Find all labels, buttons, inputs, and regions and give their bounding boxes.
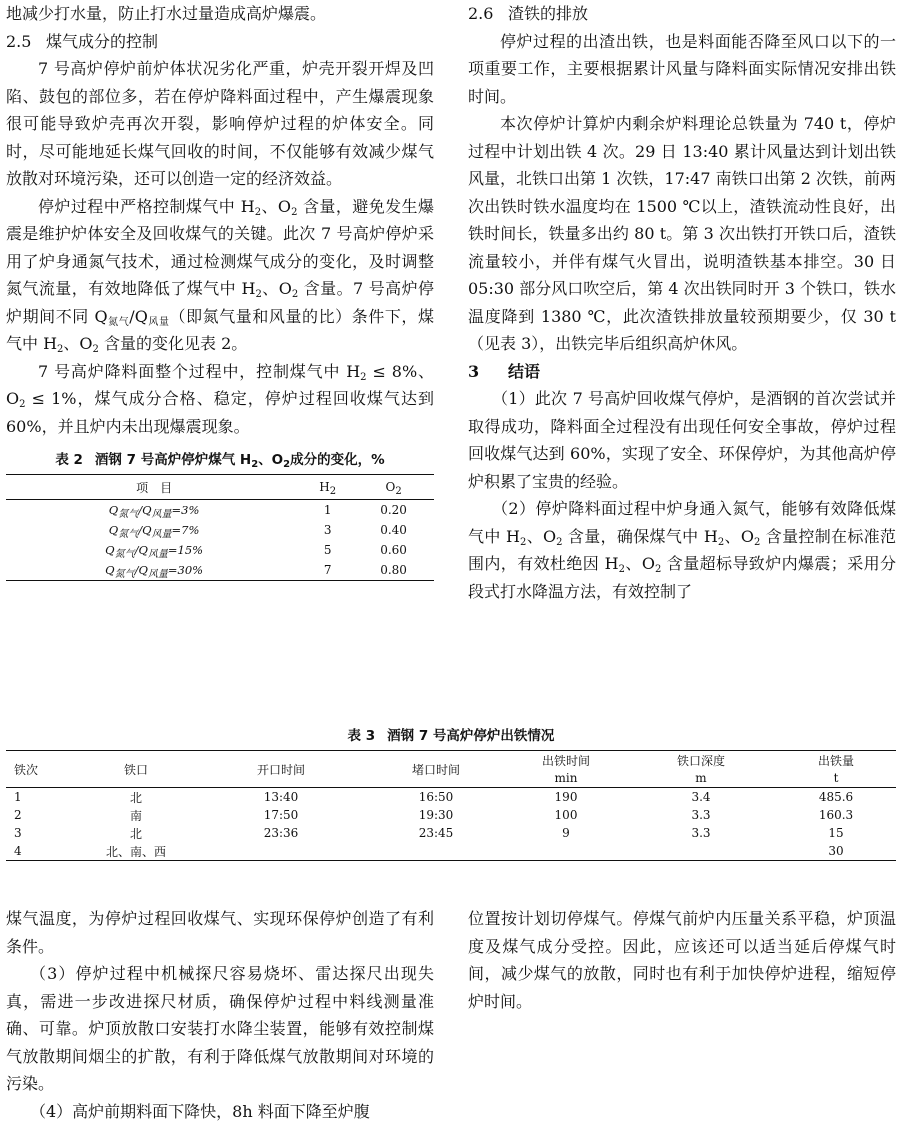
table-row: [6, 806, 896, 824]
t3-cell: 190: [554, 790, 578, 804]
t2-h2-cell: 3: [323, 523, 332, 537]
t3-unit-min: min: [554, 771, 578, 785]
t3-cell: 15: [828, 826, 844, 840]
t3-unit-m: m: [695, 771, 707, 785]
t3-cell: 485.6: [818, 790, 854, 804]
t3-cell: 北: [129, 790, 142, 805]
paragraph-gas-control: 停炉过程中严格控制煤气中 $H_2$、$O_2$ 含量，避免发生爆震是维护炉体安全及回收煤气的关键。此次 7 号高炉停炉采用了炉身通氮气技术，通过检测煤气成分的变化，及时调整氮气流量，有效地降低了煤气中 $H_2$、$O_2$ 含量。7 号高炉停炉期间不同 $Q_{氮气}/Q_{风量}$（即氮气量和风量的比）条件下，煤气中 $H_2$、$O_2$ 含量的变化见表 2。: [6, 196, 435, 355]
t3-cell: 2: [14, 808, 22, 822]
section-heading-2-5: 2.5 煤气成分的控制: [6, 31, 159, 51]
left-column-top: [6, 0, 434, 581]
t3-cell: 3.4: [691, 790, 711, 804]
conclusion-1: （1）此次 7 号高炉回收煤气停炉，是酒钢的首次尝试并取得成功，降料面全过程没有出现任何安全事故，停炉过程回收煤气达到 60%，实现了安全、环保停炉，为其他高炉停炉积累了宝贵的经验。: [468, 389, 896, 491]
paragraph-continued-3: 位置按计划切停煤气。停煤气前炉内压量关系平稳，炉顶温度及煤气成分受控。因此，应该还可以适当延后停煤气时间，减少煤气的放散，同时也有利于加快停炉进程，缩短停炉时间。: [468, 909, 896, 1011]
table-row: [6, 540, 434, 560]
t3-header-no: 铁次: [14, 762, 39, 777]
table-row: [6, 520, 434, 540]
paragraph-tapping-intro: 停炉过程的出渣出铁，也是料面能否降至风口以下的一项重要工作，主要根据累计风量与降料面实际情况安排出铁时间。: [468, 31, 896, 106]
t3-cell: 3.3: [691, 808, 711, 822]
t3-header-taphole: 铁口: [123, 762, 148, 777]
t2-h2-cell: 7: [323, 563, 332, 577]
table-row: [6, 788, 896, 807]
t3-cell: 南: [129, 808, 142, 823]
t3-header-amount: 出铁量: [817, 753, 854, 768]
t3-unit-t: t: [833, 771, 839, 785]
conclusion-3: （3）停炉过程中机械探尺容易烧坏、雷达探尺出现失真，需进一步改进探尺材质，确保停炉过程中料线测量准确、可靠。炉顶放散口安装打水降尘装置，能够有效控制煤气放散期间烟尘的扩散，有利于降低煤气放散期间对环境的污染。: [6, 964, 434, 1093]
t2-h2-cell: 5: [323, 543, 332, 557]
t2-o2-cell: 0.80: [380, 563, 407, 577]
table-row: [6, 560, 434, 581]
t3-cell: 160.3: [818, 808, 854, 822]
paragraph-furnace-condition: 7 号高炉停炉前炉体状况劣化严重，炉壳开裂开焊及凹陷、鼓包的部位多，若在停炉降料面过程中，产生爆震现象很可能导致炉壳再次开裂，影响停炉过程的炉体安全。同时，尽可能地延长煤气回收的时间，不仅能够有效减少煤气放散对环境污染，还可以创造一定的经济效益。: [6, 59, 434, 188]
t3-cell: 4: [14, 844, 22, 858]
t3-cell: 23:45: [418, 826, 454, 840]
t2-h2-cell: 1: [323, 503, 332, 517]
paragraph-tapping-detail: 本次停炉计算炉内剩余炉料理论总铁量为 740 t，停炉过程中计划出铁 4 次。29 日 13:40 累计风量达到计划出铁风量，北铁口出第 1 次铁，17:47 南铁口出第 2 次铁，前两次出铁时铁水温度均在 1500 ℃以上，渣铁流动性良好，出铁时间长，铁量多出约 80 t。第 3 次出铁打开铁口后，渣铁流量较小，并伴有煤气火冒出，说明渣铁基本排空。30 日 05:30 部分风口吹空后，第 4 次出铁同时开 3 个铁口，铁水温度降到 1380 ℃，此次渣铁排放量较预期要少，仅 30 t（见表 3），出铁完毕后组织高炉休风。: [468, 114, 896, 353]
table-row: [6, 842, 896, 861]
t3-cell: [196, 842, 366, 861]
table-row: [6, 824, 896, 842]
t3-cell: 9: [562, 826, 570, 840]
t3-cell: 16:50: [418, 790, 454, 804]
t3-cell: 3.3: [691, 826, 711, 840]
table2-gas-composition: [6, 474, 434, 581]
table-row: [6, 500, 434, 521]
paragraph-gas-result: 7 号高炉降料面整个过程中，控制煤气中 $H_2 \le 8\%$、$O_2 \le 1\%$，煤气成分合格、稳定，停炉过程回收煤气达到 60%，并且炉内未出现爆震现象。: [6, 361, 434, 436]
t3-cell: 13:40: [263, 790, 299, 804]
t3-cell: 19:30: [418, 808, 454, 822]
section-heading-3: 3 结语: [468, 361, 541, 381]
table3-section: [6, 716, 896, 861]
t2-o2-cell: 0.40: [380, 523, 407, 537]
t3-header-open-time: 开口时间: [256, 762, 305, 777]
t3-cell: 北、南、西: [105, 844, 166, 859]
t2-header-o2: $O_2$: [385, 480, 402, 497]
conclusion-4: （4）高炉前期料面下降快，8h 料面下降至炉腹: [30, 1101, 370, 1121]
t3-header-close-time: 堵口时间: [411, 762, 460, 777]
t3-cell: 北: [129, 826, 142, 841]
t3-cell: 23:36: [263, 826, 299, 840]
t3-cell: 30: [828, 844, 844, 858]
t3-cell: 17:50: [263, 808, 299, 822]
t3-cell: [366, 842, 506, 861]
right-column-top: [468, 0, 896, 605]
t2-header-item: 项 目: [136, 480, 173, 495]
t3-cell: 1: [14, 790, 22, 804]
table2-caption: 表 2 酒钢 7 号高炉停炉煤气 $H_2$、$O_2$成分的变化，%: [55, 452, 385, 470]
t3-header-duration: 出铁时间: [541, 753, 590, 768]
table3-caption: 表 3 酒钢 7 号高炉停炉出铁情况: [347, 728, 555, 744]
section-heading-2-6: 2.6 渣铁的排放: [468, 4, 589, 23]
t3-cell: 3: [14, 826, 22, 840]
left-column-bottom: [6, 905, 434, 1125]
table3-tapping: [6, 750, 896, 861]
paragraph-continued: 地减少打水量，防止打水过量造成高炉爆震。: [6, 4, 327, 23]
paragraph-continued-2: 煤气温度，为停炉过程回收煤气、实现环保停炉创造了有利条件。: [6, 909, 434, 956]
t2-ratio-cell: $Q_{氮气}/Q_{风量}=7\%$: [108, 523, 200, 540]
t2-o2-cell: 0.20: [380, 503, 407, 517]
t3-cell: [626, 842, 776, 861]
t3-header-depth: 铁口深度: [676, 753, 725, 768]
t2-o2-cell: 0.60: [380, 543, 407, 557]
conclusion-2: （2）停炉降料面过程中炉身通入氮气，能够有效降低煤气中 $H_2$、$O_2$ 含量，确保煤气中 $H_2$、$O_2$ 含量控制在标准范围内，有效杜绝因 $H_2$、$O_2$ 含量超标导致炉内爆震；采用分段式打水降温方法，有效控制了: [468, 499, 896, 601]
t2-header-h2: $H_2$: [319, 480, 337, 497]
t2-ratio-cell: $Q_{氮气}/Q_{风量}=30\%$: [105, 563, 204, 580]
t2-ratio-cell: $Q_{氮气}/Q_{风量}=3\%$: [108, 503, 200, 520]
t3-cell: 100: [554, 808, 578, 822]
right-column-bottom: [468, 905, 896, 1015]
t2-ratio-cell: $Q_{氮气}/Q_{风量}=15\%$: [105, 543, 204, 560]
t3-cell: [506, 842, 626, 861]
